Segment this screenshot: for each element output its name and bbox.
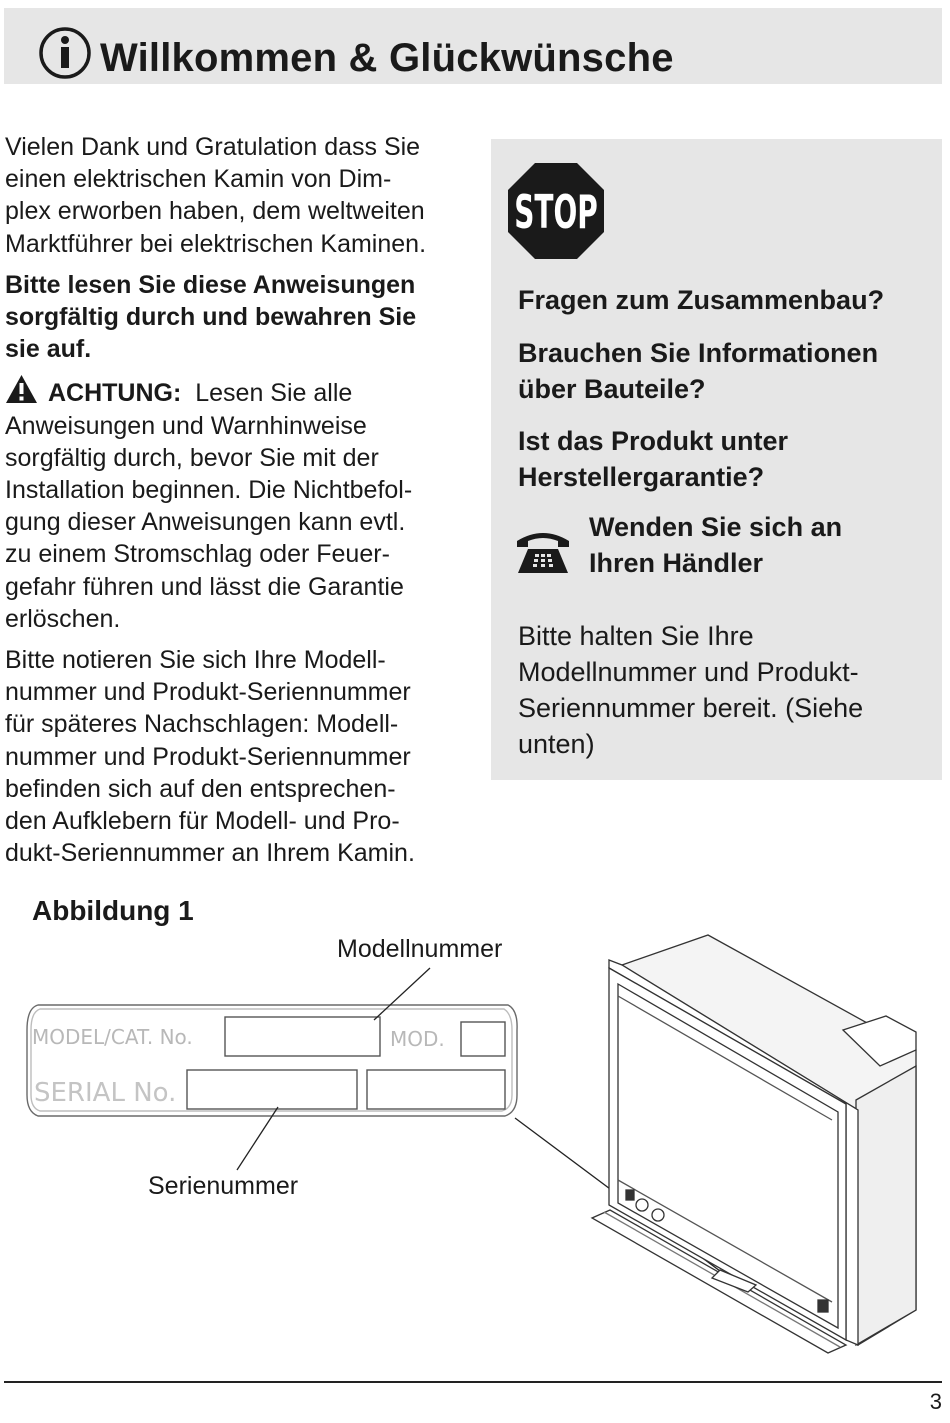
label-model-number: Modellnummer bbox=[337, 935, 503, 963]
plate-model-text: MODEL/CAT. No. bbox=[32, 1025, 193, 1049]
fireplace-body bbox=[592, 935, 916, 1353]
question-warranty: Ist das Produkt unter Herstellergarantie? bbox=[518, 426, 789, 492]
telephone-icon bbox=[514, 527, 572, 577]
stop-sign-icon bbox=[506, 161, 606, 261]
page-title: Willkommen & Glückwünsche bbox=[100, 36, 674, 80]
warning-text: Anweisungen und Warnhinweise sorgfältig durch, bevor Sie mit der Installation beginnen. Die Nichtbefol- gung dieser Anweisungen kann evtl. zu einem Stromschlag oder Feuer- gefahr führen und lässt die Garantie erlöschen. bbox=[5, 411, 413, 633]
title-bar bbox=[4, 8, 942, 84]
contact-dealer: Wenden Sie sich an Ihren Händler bbox=[589, 512, 843, 578]
warning-icon bbox=[5, 374, 38, 404]
info-icon bbox=[38, 26, 92, 80]
label-serial-number: Serienummer bbox=[148, 1172, 299, 1200]
footer-rule bbox=[4, 1381, 942, 1383]
intro-please-read: Bitte lesen Sie diese Anweisungen sorgfältig durch und bewahren Sie sie auf. bbox=[5, 270, 417, 364]
question-assembly: Fragen zum Zusammenbau? bbox=[518, 285, 885, 315]
intro-thanks: Vielen Dank und Gratulation dass Sie einen elektrischen Kamin von Dim- plex erworben haben, dem weltweiten Marktführer bei elektrischen Kaminen. bbox=[5, 133, 427, 258]
figure-title: Abbildung 1 bbox=[32, 895, 194, 926]
record-numbers-paragraph: Bitte notieren Sie sich Ihre Modell- nummer und Produkt-Seriennummer für späteres Nachschlagen: Modell- nummer und Produkt-Seriennummer befinden sich auf den entsprechen- den Aufklebern für Modell- und Pro- dukt-Seriennummer an Ihrem Kamin. bbox=[5, 646, 415, 868]
plate-mod-text: MOD. bbox=[390, 1027, 445, 1051]
help-box bbox=[491, 139, 942, 780]
stop-sign-text: STOP bbox=[514, 186, 598, 240]
plate-serial-text: SERIAL No. bbox=[34, 1078, 177, 1108]
question-parts: Brauchen Sie Informationen über Bauteile? bbox=[518, 338, 879, 404]
intro-column bbox=[5, 131, 475, 878]
warning-paragraph bbox=[5, 374, 475, 635]
warning-lead: Lesen Sie alle bbox=[195, 379, 353, 408]
warning-label: ACHTUNG: bbox=[48, 379, 182, 408]
page-number: 3 bbox=[929, 1389, 942, 1414]
fireplace-illustration bbox=[0, 920, 950, 1370]
keep-numbers-note: Bitte halten Sie Ihre Modellnummer und Produkt- Seriennummer bereit. (Siehe unten) bbox=[518, 621, 864, 759]
